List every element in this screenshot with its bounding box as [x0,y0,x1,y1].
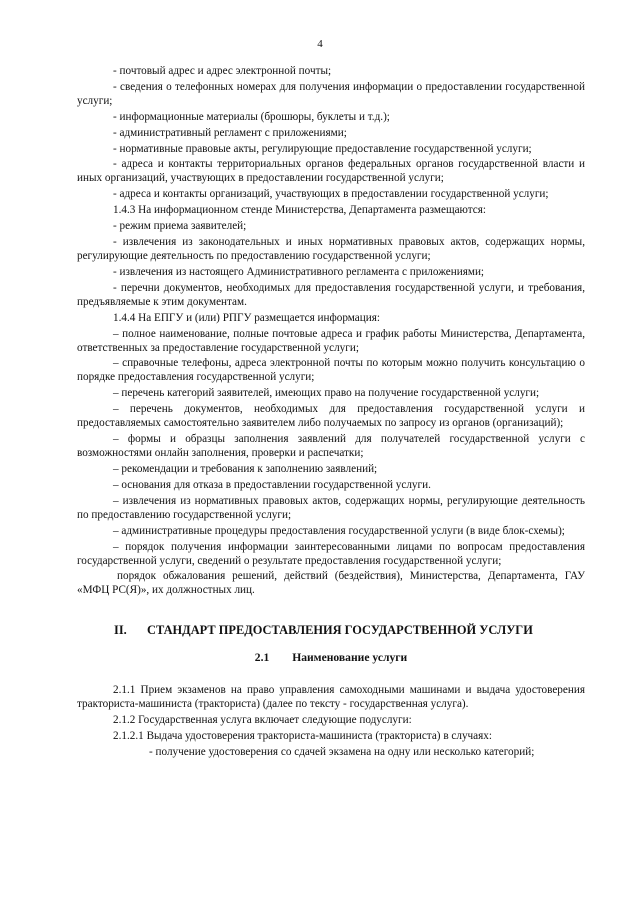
page-number: 4 [317,38,323,50]
list-item: - административный регламент с приложениями; [113,126,347,139]
list-item: - перечни документов, необходимых для предоставления государственной услуги, и требования, предъявляемые к этим документам. [77,281,585,308]
clause-1-4-3: 1.4.3 На информационном стенде Министерства, Департамента размещаются: [113,204,486,217]
list-item: – основания для отказа в предоставлении государственной услуги. [113,478,431,491]
section-title: СТАНДАРТ ПРЕДОСТАВЛЕНИЯ ГОСУДАРСТВЕННОЙ УСЛУГИ [147,623,533,638]
subsection-heading [77,651,585,665]
list-item: - режим приема заявителей; [113,220,247,233]
list-item: - получение удостоверения со сдачей экзамена на одну или несколько категорий; [149,746,535,759]
list-item: - извлечения из настоящего Административного регламента с приложениями; [113,265,485,278]
list-item: - нормативные правовые акты, регулирующие предоставление государственной услуги; [113,142,532,155]
list-item: - адреса и контакты организаций, участвующих в предоставлении государственной услуги; [113,188,549,201]
section-heading [77,623,585,637]
list-item: – формы и образцы заполнения заявлений для получателей государственной услуги с возможностями онлайн заполнения, проверки и распечатки; [77,433,585,460]
list-item: – справочные телефоны, адреса электронной почты по которым можно получить консультацию о порядке предоставления государственной услуги; [77,357,585,384]
list-item: – перечень категорий заявителей, имеющих право на получение государственной услуги; [113,387,540,400]
subsection-number: 2.1 [254,651,270,665]
list-item: - информационные материалы (брошюры, буклеты и т.д.); [113,110,390,123]
list-item: – порядок получения информации заинтересованными лицами по вопросам предоставления государственной услуги, сведений о результате предоставления государственной услуги; [77,540,585,567]
clause-2-1-2-1: 2.1.2.1 Выдача удостоверения тракториста-машиниста (тракториста) в случаях: [113,730,492,743]
page-body [77,64,585,761]
list-item: - извлечения из законодательных и иных нормативных правовых актов, содержащих нормы, регулирующие деятельность по предоставлению государственной услуги; [77,236,585,263]
clause-1-4-4: 1.4.4 На ЕПГУ и (или) РПГУ размещается информация: [113,311,380,324]
list-item: - почтовый адрес и адрес электронной почты; [113,65,332,77]
list-item: порядок обжалования решений, действий (бездействия), Министерства, Департамента, ГАУ «МФЦ РС(Я)», их должностных лиц. [77,570,585,597]
clause-2-1-1: 2.1.1 Прием экзаменов на право управления самоходными машинами и выдача удостоверения тракториста-машиниста (тракториста) (далее по тексту - государственная услуга). [77,684,585,711]
subsection-title: Наименование услуги [292,651,408,665]
list-item: - адреса и контакты территориальных органов федеральных органов государственной власти и иных организаций, участвующих в предоставлении государственной услуги; [77,158,585,185]
list-item: – перечень документов, необходимых для предоставления государственной услуги и предоставляемых самостоятельно заявителем либо получаемых по запросу из органов (организаций); [77,403,585,430]
section-number: II. [114,623,127,638]
list-item: – извлечения из нормативных правовых актов, содержащих нормы, регулирующие деятельность по предоставлению государственной услуги; [77,494,585,521]
list-item: – административные процедуры предоставления государственной услуги (в виде блок-схемы); [113,524,565,537]
list-item: – полное наименование, полные почтовые адреса и график работы Министерства, Департамента, ответственных за предоставление государственной услуги; [77,327,585,354]
clause-2-1-2: 2.1.2 Государственная услуга включает следующие подуслуги: [113,714,412,727]
list-item: - сведения о телефонных номерах для получения информации о предоставлении государственной услуги; [77,80,585,107]
list-item: – рекомендации и требования к заполнению заявлений; [113,463,378,476]
